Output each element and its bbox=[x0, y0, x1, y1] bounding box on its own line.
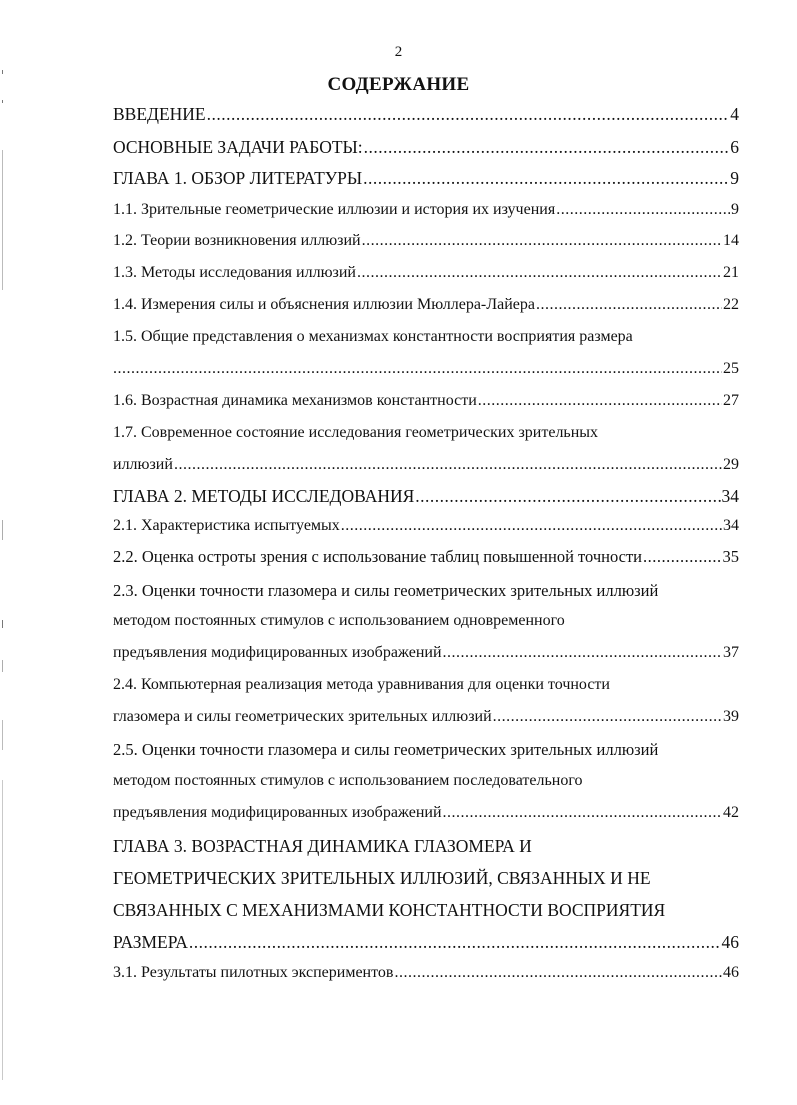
toc-entry-chapter-3-line2[interactable] bbox=[113, 868, 739, 898]
toc-entry-label: методом постоянных стимулов с использованием последовательного bbox=[113, 772, 583, 789]
toc-entry-page: 42 bbox=[723, 804, 739, 821]
toc-entry-label: предъявления модифицированных изображений bbox=[113, 804, 442, 821]
toc-entry-label: СВЯЗАННЫХ С МЕХАНИЗМАМИ КОНСТАНТНОСТИ ВОСПРИЯТИЯ bbox=[113, 900, 666, 920]
toc-entry-page: 4 bbox=[730, 104, 739, 124]
toc-entry-label: методом постоянных стимулов с использованием одновременного bbox=[113, 612, 565, 629]
toc-entry-label: 2.2. Оценка остроты зрения с использование таблиц повышенной точности bbox=[113, 547, 643, 566]
toc-entry-page: 39 bbox=[723, 708, 739, 725]
toc-entry-page: 21 bbox=[723, 264, 739, 281]
toc-entry-1-7-continued[interactable] bbox=[113, 456, 739, 486]
toc-entry-label: ГЕОМЕТРИЧЕСКИХ ЗРИТЕЛЬНЫХ ИЛЛЮЗИЙ, СВЯЗАННЫХ И НЕ bbox=[113, 868, 651, 888]
toc-entry-label: ГЛАВА 3. ВОЗРАСТНАЯ ДИНАМИКА ГЛАЗОМЕРА И bbox=[113, 836, 532, 856]
toc-entry-chapter-2[interactable] bbox=[113, 486, 739, 516]
dot-leader bbox=[394, 964, 722, 982]
toc-entry-page: 35 bbox=[722, 547, 739, 566]
dot-leader bbox=[443, 644, 722, 662]
toc-entry-label: ГЛАВА 1. ОБЗОР ЛИТЕРАТУРЫ bbox=[113, 168, 363, 188]
toc-entry-1-1[interactable] bbox=[113, 201, 739, 231]
toc-entry-page: 34 bbox=[723, 517, 739, 534]
toc-entry-2-4-line2[interactable] bbox=[113, 708, 739, 738]
toc-entry-label: 1.4. Измерения силы и объяснения иллюзии Мюллера-Лайера bbox=[113, 296, 535, 313]
toc-entry-page: 46 bbox=[723, 964, 739, 981]
toc-entry-label: 3.1. Результаты пилотных экспериментов bbox=[113, 964, 394, 981]
toc-entry-chapter-3-line4[interactable] bbox=[113, 932, 739, 962]
toc-entry-1-3[interactable] bbox=[113, 264, 739, 294]
toc-entry-1-7[interactable] bbox=[113, 424, 739, 454]
toc-entry-label: 2.4. Компьютерная реализация метода уравнивания для оценки точности bbox=[113, 676, 610, 693]
toc-entry-1-4[interactable] bbox=[113, 296, 739, 326]
dot-leader bbox=[362, 232, 722, 250]
toc-entry-2-3-line2[interactable] bbox=[113, 612, 739, 642]
toc-entry-2-5-line3[interactable] bbox=[113, 804, 739, 834]
toc-entry-label: ГЛАВА 2. МЕТОДЫ ИССЛЕДОВАНИЯ bbox=[113, 486, 415, 506]
toc-entry-1-6[interactable] bbox=[113, 392, 739, 422]
dot-leader bbox=[493, 708, 722, 726]
dot-leader bbox=[113, 360, 722, 378]
dot-leader bbox=[415, 486, 720, 507]
toc-entry-2-4[interactable] bbox=[113, 676, 739, 706]
toc-entry-label: предъявления модифицированных изображений bbox=[113, 644, 442, 661]
toc-entry-chapter-3-line3[interactable] bbox=[113, 900, 739, 930]
dot-leader bbox=[189, 932, 721, 953]
toc-entry-chapter-3[interactable] bbox=[113, 836, 739, 866]
toc-entry-page: 34 bbox=[721, 486, 739, 506]
toc-entry-2-3-line3[interactable] bbox=[113, 644, 739, 674]
toc-entry-label: 1.3. Методы исследования иллюзий bbox=[113, 264, 356, 281]
toc-entry-chapter-1[interactable] bbox=[113, 168, 739, 198]
toc-entry-introduction[interactable] bbox=[113, 104, 739, 134]
toc-entry-page: 22 bbox=[723, 296, 739, 313]
toc-entry-label: иллюзий bbox=[113, 456, 173, 473]
toc-entry-page: 9 bbox=[731, 201, 739, 218]
toc-entry-page: 25 bbox=[723, 360, 739, 377]
toc-entry-2-1[interactable] bbox=[113, 517, 739, 547]
toc-entry-label: 1.1. Зрительные геометрические иллюзии и история их изучения bbox=[113, 201, 556, 218]
dot-leader bbox=[478, 392, 722, 410]
toc-entry-3-1[interactable] bbox=[113, 964, 739, 994]
toc-entry-1-5[interactable] bbox=[113, 328, 739, 358]
dot-leader bbox=[207, 104, 730, 125]
toc-entry-label: ВВЕДЕНИЕ bbox=[113, 104, 206, 124]
dot-leader bbox=[536, 296, 722, 314]
toc-entry-2-3[interactable] bbox=[113, 581, 739, 611]
toc-entry-label: РАЗМЕРА bbox=[113, 932, 188, 952]
toc-entry-1-5-continued[interactable] bbox=[113, 360, 739, 390]
scan-margin-artifacts bbox=[2, 60, 12, 1090]
toc-entry-label: 1.7. Современное состояние исследования геометрических зрительных bbox=[113, 424, 599, 441]
toc-entry-2-2[interactable] bbox=[113, 547, 739, 577]
page-number: 2 bbox=[394, 44, 403, 60]
dot-leader bbox=[174, 456, 722, 474]
toc-entry-page: 37 bbox=[723, 644, 739, 661]
dot-leader bbox=[357, 264, 722, 282]
page-title: СОДЕРЖАНИЕ bbox=[327, 74, 470, 95]
toc-entry-1-2[interactable] bbox=[113, 232, 739, 262]
toc-entry-2-5[interactable] bbox=[113, 740, 739, 770]
toc-entry-page: 29 bbox=[723, 456, 739, 473]
toc-entry-label: ОСНОВНЫЕ ЗАДАЧИ РАБОТЫ: bbox=[113, 137, 363, 157]
toc-entry-label: 2.5. Оценки точности глазомера и силы геометрических зрительных иллюзий bbox=[113, 740, 659, 759]
toc-entry-page: 9 bbox=[730, 168, 739, 188]
toc-entry-label: 2.3. Оценки точности глазомера и силы геометрических зрительных иллюзий bbox=[113, 581, 659, 600]
toc-entry-page: 46 bbox=[721, 932, 739, 952]
dot-leader bbox=[341, 517, 722, 535]
toc-entry-label: 1.6. Возрастная динамика механизмов константности bbox=[113, 392, 477, 409]
toc-entry-page: 14 bbox=[723, 232, 739, 249]
toc-entry-label: глазомера и силы геометрических зрительных иллюзий bbox=[113, 708, 492, 725]
toc-entry-label: 2.1. Характеристика испытуемых bbox=[113, 517, 340, 534]
dot-leader bbox=[556, 201, 730, 219]
toc-entry-tasks[interactable] bbox=[113, 137, 739, 167]
toc-entry-2-5-line2[interactable] bbox=[113, 772, 739, 802]
toc-entry-page: 27 bbox=[723, 392, 739, 409]
dot-leader bbox=[643, 547, 721, 567]
dot-leader bbox=[364, 137, 730, 158]
toc-entry-page: 6 bbox=[730, 137, 739, 157]
dot-leader bbox=[443, 804, 722, 822]
toc-entry-label: 1.5. Общие представления о механизмах константности восприятия размера bbox=[113, 328, 633, 345]
dot-leader bbox=[363, 168, 729, 189]
toc-entry-label: 1.2. Теории возникновения иллюзий bbox=[113, 232, 361, 249]
